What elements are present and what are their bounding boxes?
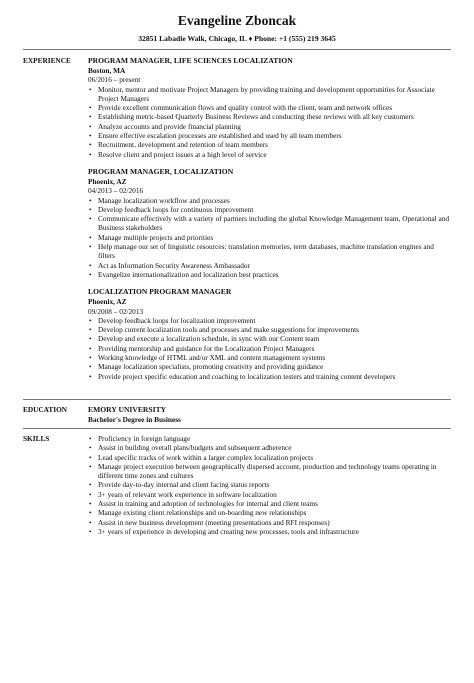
experience-divider xyxy=(23,399,451,400)
skill-item: • Assist in new business development (meeting presentations and RFI responses) xyxy=(88,518,451,527)
skill-item: • 3+ years of relevant work experience in software localization xyxy=(88,490,451,499)
skill-item: • Provide day-to-day internal and client facing status reports xyxy=(88,480,451,489)
responsibility-item: • Recruitment, development and retention of team members xyxy=(88,140,451,149)
skills-content xyxy=(88,434,451,536)
skill-item: • Manage project execution between geographically dispersed account, production and technology teams operating in different time zones and cultures xyxy=(88,462,451,481)
responsibility-item: • Manage multiple projects and priorities xyxy=(88,233,451,242)
responsibility-item: • Provide project specific education and coaching to localization testers and training content developers xyxy=(88,372,451,381)
responsibility-item: • Develop and execute a localization schedule, in sync with our Content team xyxy=(88,334,451,343)
job-entry xyxy=(88,56,451,159)
responsibility-item: • Develop current localization tools and processes and make suggestions for improvements xyxy=(88,325,451,334)
skills-list xyxy=(88,434,451,536)
responsibility-item: • Act as Information Security Awareness Ambassador xyxy=(88,261,451,270)
education-label: EDUCATION xyxy=(23,405,68,414)
job-dates: 04/2013 – 02/2016 xyxy=(88,186,144,196)
job-dates: 06/2016 – present xyxy=(88,75,141,85)
job-responsibilities xyxy=(88,316,451,381)
experience-content xyxy=(88,56,451,389)
responsibility-item: • Manage localization workflow and processes xyxy=(88,196,451,205)
responsibility-item: • Develop feedback loops for localization improvement xyxy=(88,316,451,325)
degree: Bachelor's Degree in Business xyxy=(88,415,181,424)
responsibility-item: • Provide excellent communication flows and quality control with the client, team and network offices xyxy=(88,103,451,112)
header-divider xyxy=(23,49,451,50)
responsibility-item: • Communicate effectively with a variety of partners including the global Knowledge Management team, Operational and Business stakeholders xyxy=(88,214,451,233)
responsibility-item: • Manage localization specialists, promoting creativity and providing guidance xyxy=(88,362,451,371)
skill-item: • Assist in building overall plans/budgets and subsequent adherence xyxy=(88,443,451,452)
skill-item: • 3+ years of experience in developing and creating new processes, tools and infrastructure xyxy=(88,527,451,536)
education-divider xyxy=(23,428,451,429)
job-entry xyxy=(88,287,451,381)
responsibility-item: • Develop feedback loops for continuous improvement xyxy=(88,205,451,214)
responsibility-item: • Providing mentorship and guidance for the Localization Project Managers xyxy=(88,344,451,353)
job-location: Boston, MA xyxy=(88,66,126,75)
job-title: PROGRAM MANAGER, LOCALIZATION xyxy=(88,166,234,176)
job-location: Phoenix, AZ xyxy=(88,176,127,186)
school-name: EMORY UNIVERSITY xyxy=(88,405,167,414)
job-dates: 09/2008 – 02/2013 xyxy=(88,306,144,316)
experience-label: EXPERIENCE xyxy=(23,56,71,65)
job-title: PROGRAM MANAGER, LIFE SCIENCES LOCALIZATION xyxy=(88,56,293,65)
responsibility-item: • Resolve client and project issues at a high level of service xyxy=(88,150,451,159)
job-location: Phoenix, AZ xyxy=(88,297,127,307)
responsibility-item: • Working knowledge of HTML and/or XML and content management systems xyxy=(88,353,451,362)
candidate-name: Evangeline Zboncak xyxy=(177,13,297,28)
resume-header xyxy=(0,0,474,44)
responsibility-item: • Ensure effective escalation processes are established and used by all team members xyxy=(88,131,451,140)
skill-item: • Proficiency in foreign language xyxy=(88,434,451,443)
skill-item: • Manage existing client relationships and on-boarding new relationships xyxy=(88,508,451,517)
job-title: LOCALIZATION PROGRAM MANAGER xyxy=(88,287,232,297)
responsibility-item: • Analyze accounts and provide financial planning xyxy=(88,122,451,131)
responsibility-item: • Monitor, mentor and motivate Project Managers by providing training and development opportunities for Associate Project Managers xyxy=(88,85,451,104)
skill-item: • Assist in training and adoption of technologies for internal and client teams xyxy=(88,499,451,508)
skill-item: • Lead specific tracks of work within a larger complex localization projects xyxy=(88,453,451,462)
skills-label: SKILLS xyxy=(23,434,50,443)
job-entry xyxy=(88,167,451,279)
contact-line: 32851 Labadie Walk, Chicago, IL ♦ Phone: +1 (555) 219 3645 xyxy=(138,34,336,43)
responsibility-item: • Evangelize internationalization and localization best practices xyxy=(88,270,451,279)
responsibility-item: • Help manage our set of linguistic resources: translation memories, term databases, machine translation engines and filters xyxy=(88,242,451,261)
job-responsibilities xyxy=(88,85,451,159)
education-content xyxy=(88,405,451,424)
responsibility-item: • Establishing metric-based Quarterly Business Reviews and conducting these reviews with all key customers xyxy=(88,112,451,121)
job-responsibilities xyxy=(88,196,451,280)
